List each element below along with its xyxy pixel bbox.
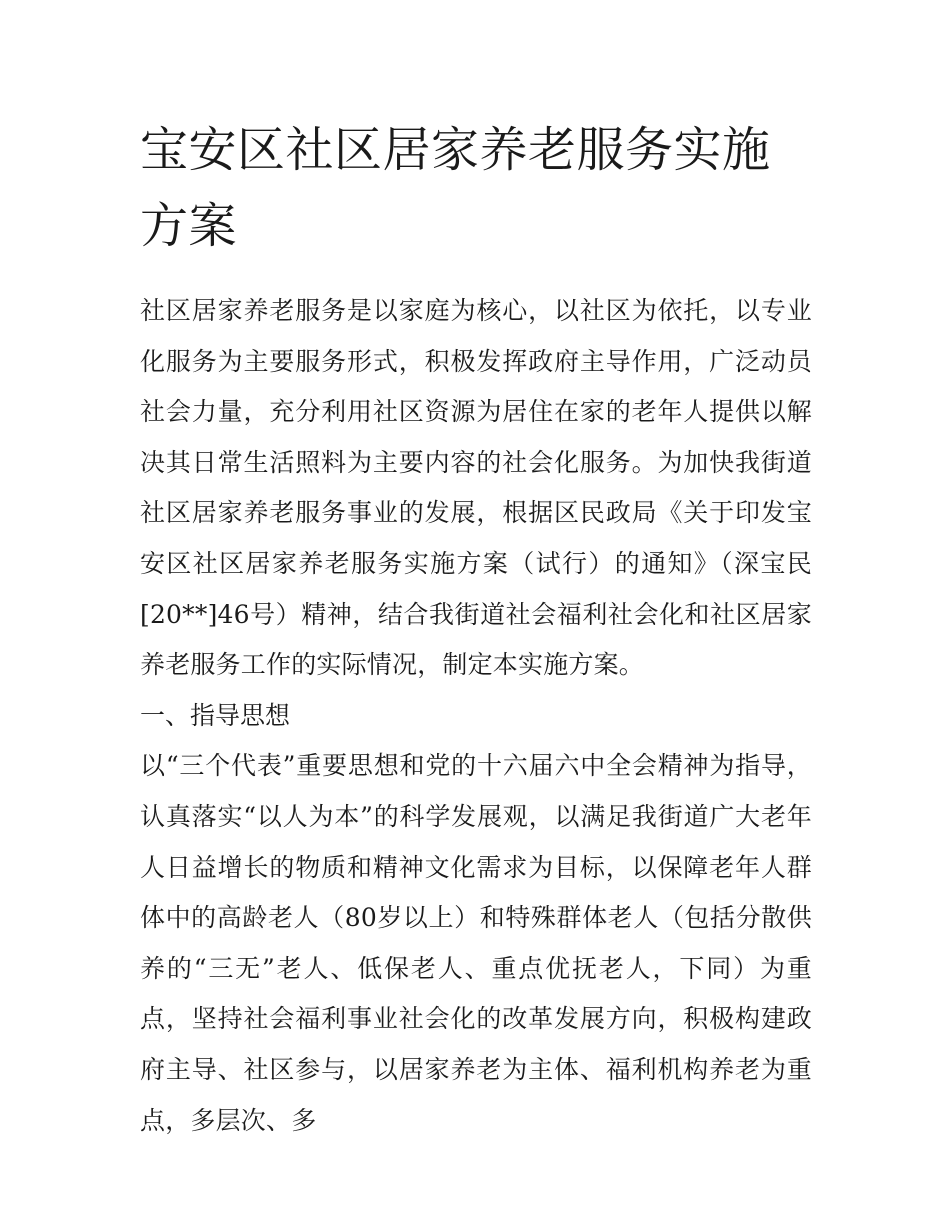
document-title: 宝安区社区居家养老服务实施方案	[140, 122, 771, 254]
document-page	[140, 112, 812, 1146]
section-paragraph-guiding-ideology: 以“三个代表”重要思想和党的十六届六中全会精神为指导，认真落实“以人为本”的科学发展观，以满足我街道广大老年人日益增长的物质和精神文化需求为目标，以保障老年人群体中的高龄老人（80岁以上）和特殊群体老人（包括分散供养的“三无”老人、低保老人、重点优抚老人，下同）为重点，坚持社会福利事业社会化的改革发展方向，积极构建政府主导、社区参与，以居家养老为主体、福利机构养老为重点，多层次、多	[140, 751, 812, 1135]
section-heading-guiding-ideology: 一、指导思想	[140, 700, 291, 730]
intro-paragraph: 社区居家养老服务是以家庭为核心，以社区为依托，以专业化服务为主要服务形式，积极发挥政府主导作用，广泛动员社会力量，充分利用社区资源为居住在家的老年人提供以解决其日常生活照料为主要内容的社会化服务。为加快我街道社区居家养老服务事业的发展，根据区民政局《关于印发宝安区社区居家养老服务实施方案（试行）的通知》（深宝民[20**]46号）精神，结合我街道社会福利社会化和社区居家养老服务工作的实际情况，制定本实施方案。	[140, 296, 812, 680]
